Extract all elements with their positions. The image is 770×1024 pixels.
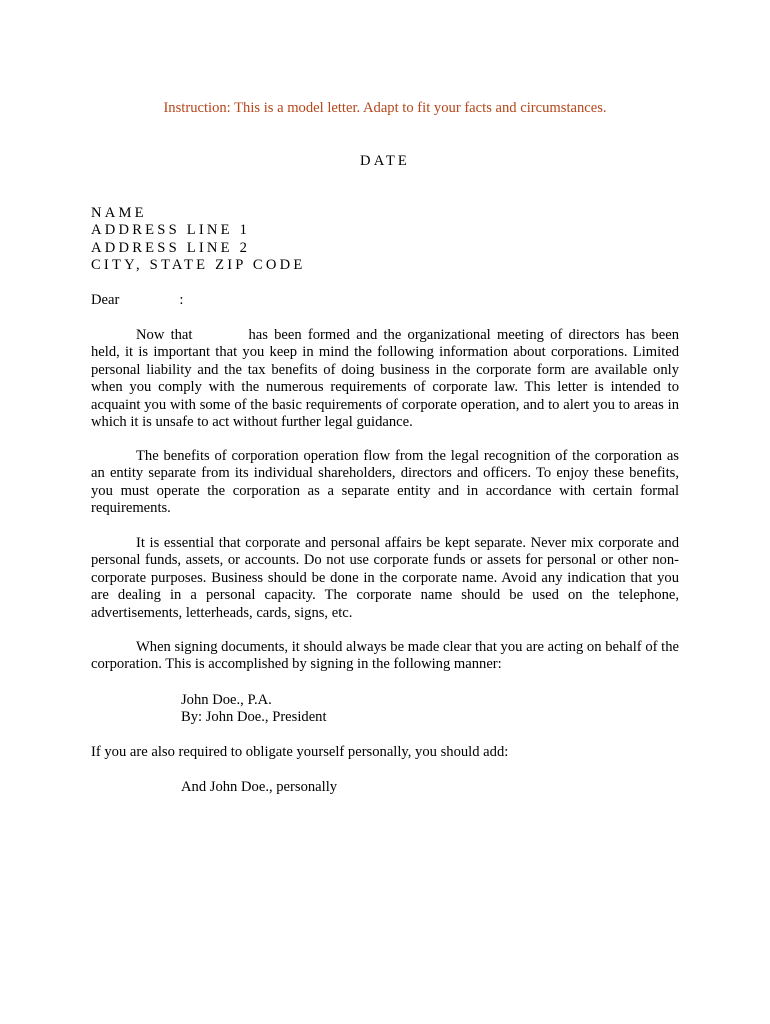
signature-example-1: John Doe., P.A. <box>181 692 272 708</box>
paragraph-4-text: When signing documents, it should always be made clear that you are acting on behalf of the corporation. This is accomplished by signing in the following manner: <box>91 639 679 673</box>
recipient-address-block <box>91 205 305 275</box>
date-line: DATE <box>359 153 411 169</box>
paragraph-2 <box>91 448 679 518</box>
recipient-address-line-2: ADDRESS LINE 2 <box>91 239 251 256</box>
recipient-city-line: CITY, STATE ZIP CODE <box>91 257 306 274</box>
signature-example-2: By: John Doe., President <box>181 709 327 726</box>
paragraph-1 <box>91 327 679 431</box>
salutation-colon: : <box>179 292 184 308</box>
salutation-text: Dear <box>91 292 120 308</box>
signature-example-block <box>181 692 327 727</box>
signature-example-3: And John Doe., personally <box>181 779 338 795</box>
paragraph-2-text: The benefits of corporation operation flow from the legal recognition of the corporation as an entity separate from its individual shareholders, directors and officers. To enjoy these benefits, you must operate the corporation as a separate entity and in accordance with certain formal requirements. <box>91 448 679 517</box>
paragraph-3 <box>91 535 679 622</box>
paragraph-4 <box>91 639 679 674</box>
recipient-name: NAME <box>91 205 147 221</box>
paragraph-1-start: Now that <box>136 327 193 343</box>
salutation <box>91 292 183 309</box>
paragraph-3-text: It is essential that corporate and personal affairs be kept separate. Never mix corporate and personal funds, assets, or accounts. Do not use corporate funds or assets for personal or other non-corporate purposes. Business should be done in the corporate name. Avoid any indication that you are dealing in a personal capacity. The corporate name should be used on the telephone, advertisements, letterheads, cards, signs, etc. <box>91 535 679 621</box>
paragraph-5: If you are also required to obligate yourself personally, you should add: <box>91 744 509 760</box>
recipient-address-line-1: ADDRESS LINE 1 <box>91 222 251 239</box>
paragraph-1-rest: has been formed and the organizational meeting of directors has been held, it is important that you keep in mind the following information about corporations. Limited personal liability and the tax benefits of doing business in the corporate form are available only when you comply with the numerous requirements of corporate law. This letter is intended to acquaint you with some of the basic requirements of corporate operation, and to alert you to areas in which it is unsafe to act without further legal guidance. <box>91 327 679 431</box>
instruction-note: Instruction: This is a model letter. Adapt to fit your facts and circumstances. <box>163 100 607 116</box>
